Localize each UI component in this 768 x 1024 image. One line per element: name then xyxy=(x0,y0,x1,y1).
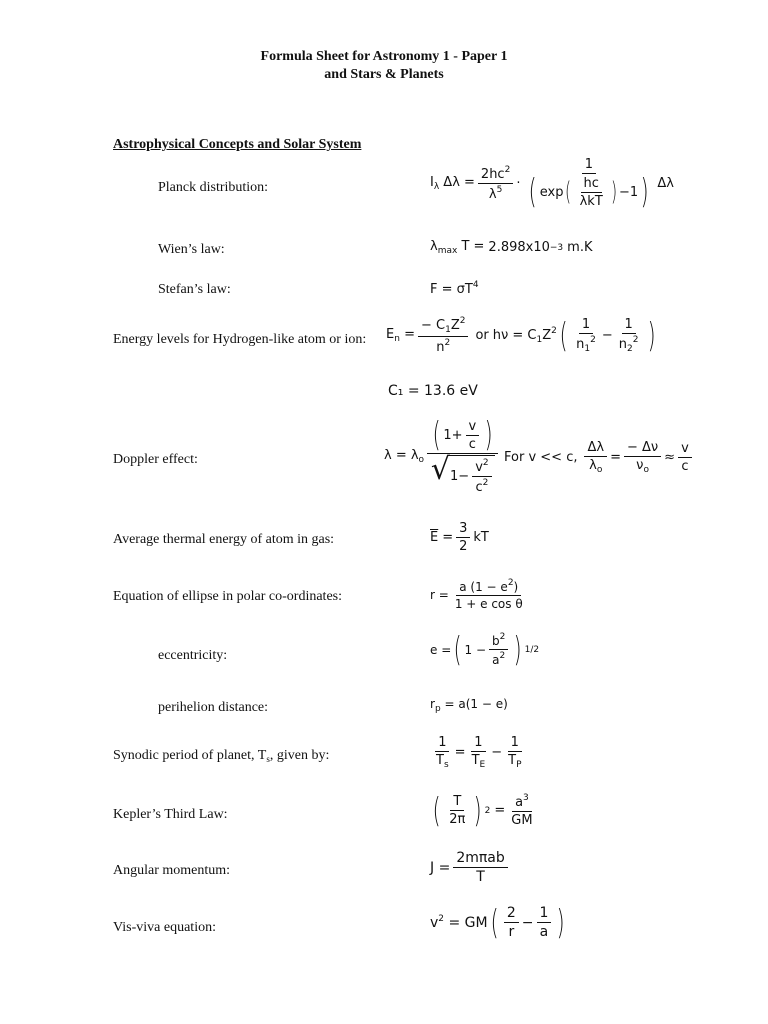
visviva-formula: $v^2$ = GM ( $\frac{2}{r}$ − $\frac{1}{a}$ ) xyxy=(430,902,566,943)
eccentricity-label: eccentricity: xyxy=(158,648,228,663)
wien-formula: $\lambda_{max}$ T = 2.898x10 −3 m.K xyxy=(430,239,593,256)
ellipse-label: Equation of ellipse in polar co-ordinates: xyxy=(113,589,342,604)
planck-label: Planck distribution: xyxy=(158,180,269,195)
eccentricity-formula: e = ( 1 − $\frac{b^2}{a^2}$ ) 1/2 xyxy=(430,629,540,670)
angular-label: Angular momentum: xyxy=(113,863,231,878)
doppler-formula: $\lambda = \lambda_o$ ( 1+ $\frac{v}{c}$ ) √ 1− $\frac{v^2}{c^2}$ xyxy=(384,418,501,495)
c1-value: C₁ = 13.6 eV xyxy=(388,383,478,399)
hydrogen-formula: $E_n$ = $\frac{- C_1Z^2}{n^2}$ or $h\nu = C_1Z^2$ ( $\frac{1}{n_1^2}$ − $\frac{1}{n_2^2}$ ) xyxy=(386,315,656,356)
kepler-formula: ( $\frac{T}{2\pi}$ ) 2 = $\frac{a^3}{GM}$ xyxy=(432,790,533,831)
synodic-formula: $\frac{1}{T_s}$ = $\frac{1}{T_E}$ − $\frac{1}{T_P}$ xyxy=(436,735,522,770)
angular-formula: J = $\frac{\text{2mπab}}{T}$ xyxy=(430,850,511,885)
stefan-formula: $F = \sigma T^4$ xyxy=(430,280,479,297)
thermal-formula: $\overline{E}$ = $\frac{3}{2}$ kT xyxy=(430,521,489,554)
planck-formula: $I_\lambda$ Δλ = $\frac{2hc^2}{\lambda^5}$ · 1 ( exp ( $\frac{hc}{\text{λkT}}$ ) −1 ) Δλ xyxy=(430,157,674,212)
doppler-approx: For v << c, $\frac{\Delta\lambda}{\lambda_o}$ = $\frac{- \Delta\nu}{\nu_o}$ ≈ $\frac{v}{c}$ xyxy=(504,440,695,475)
document-title-line-1: Formula Sheet for Astronomy 1 - Paper 1 xyxy=(260,49,508,64)
ellipse-formula: r = $\frac{a (1 - e^2)}{\text{1 + e cos θ}}$ xyxy=(430,578,523,611)
synodic-label: Synodic period of planet, $T_s$, given by: xyxy=(113,748,330,764)
perihelion-label: perihelion distance: xyxy=(158,700,269,715)
thermal-label: Average thermal energy of atom in gas: xyxy=(113,532,335,547)
section-heading: Astrophysical Concepts and Solar System xyxy=(113,137,362,152)
visviva-label: Vis-viva equation: xyxy=(113,920,216,935)
wien-label: Wien’s law: xyxy=(158,242,225,257)
stefan-label: Stefan’s law: xyxy=(158,282,231,297)
document-title-line-2: and Stars & Planets xyxy=(324,67,444,82)
doppler-label: Doppler effect: xyxy=(113,452,198,467)
perihelion-formula: $r_p = a(1 - e)$ xyxy=(430,697,508,714)
kepler-label: Kepler’s Third Law: xyxy=(113,807,228,822)
hydrogen-label: Energy levels for Hydrogen-like atom or ion: xyxy=(113,332,367,347)
